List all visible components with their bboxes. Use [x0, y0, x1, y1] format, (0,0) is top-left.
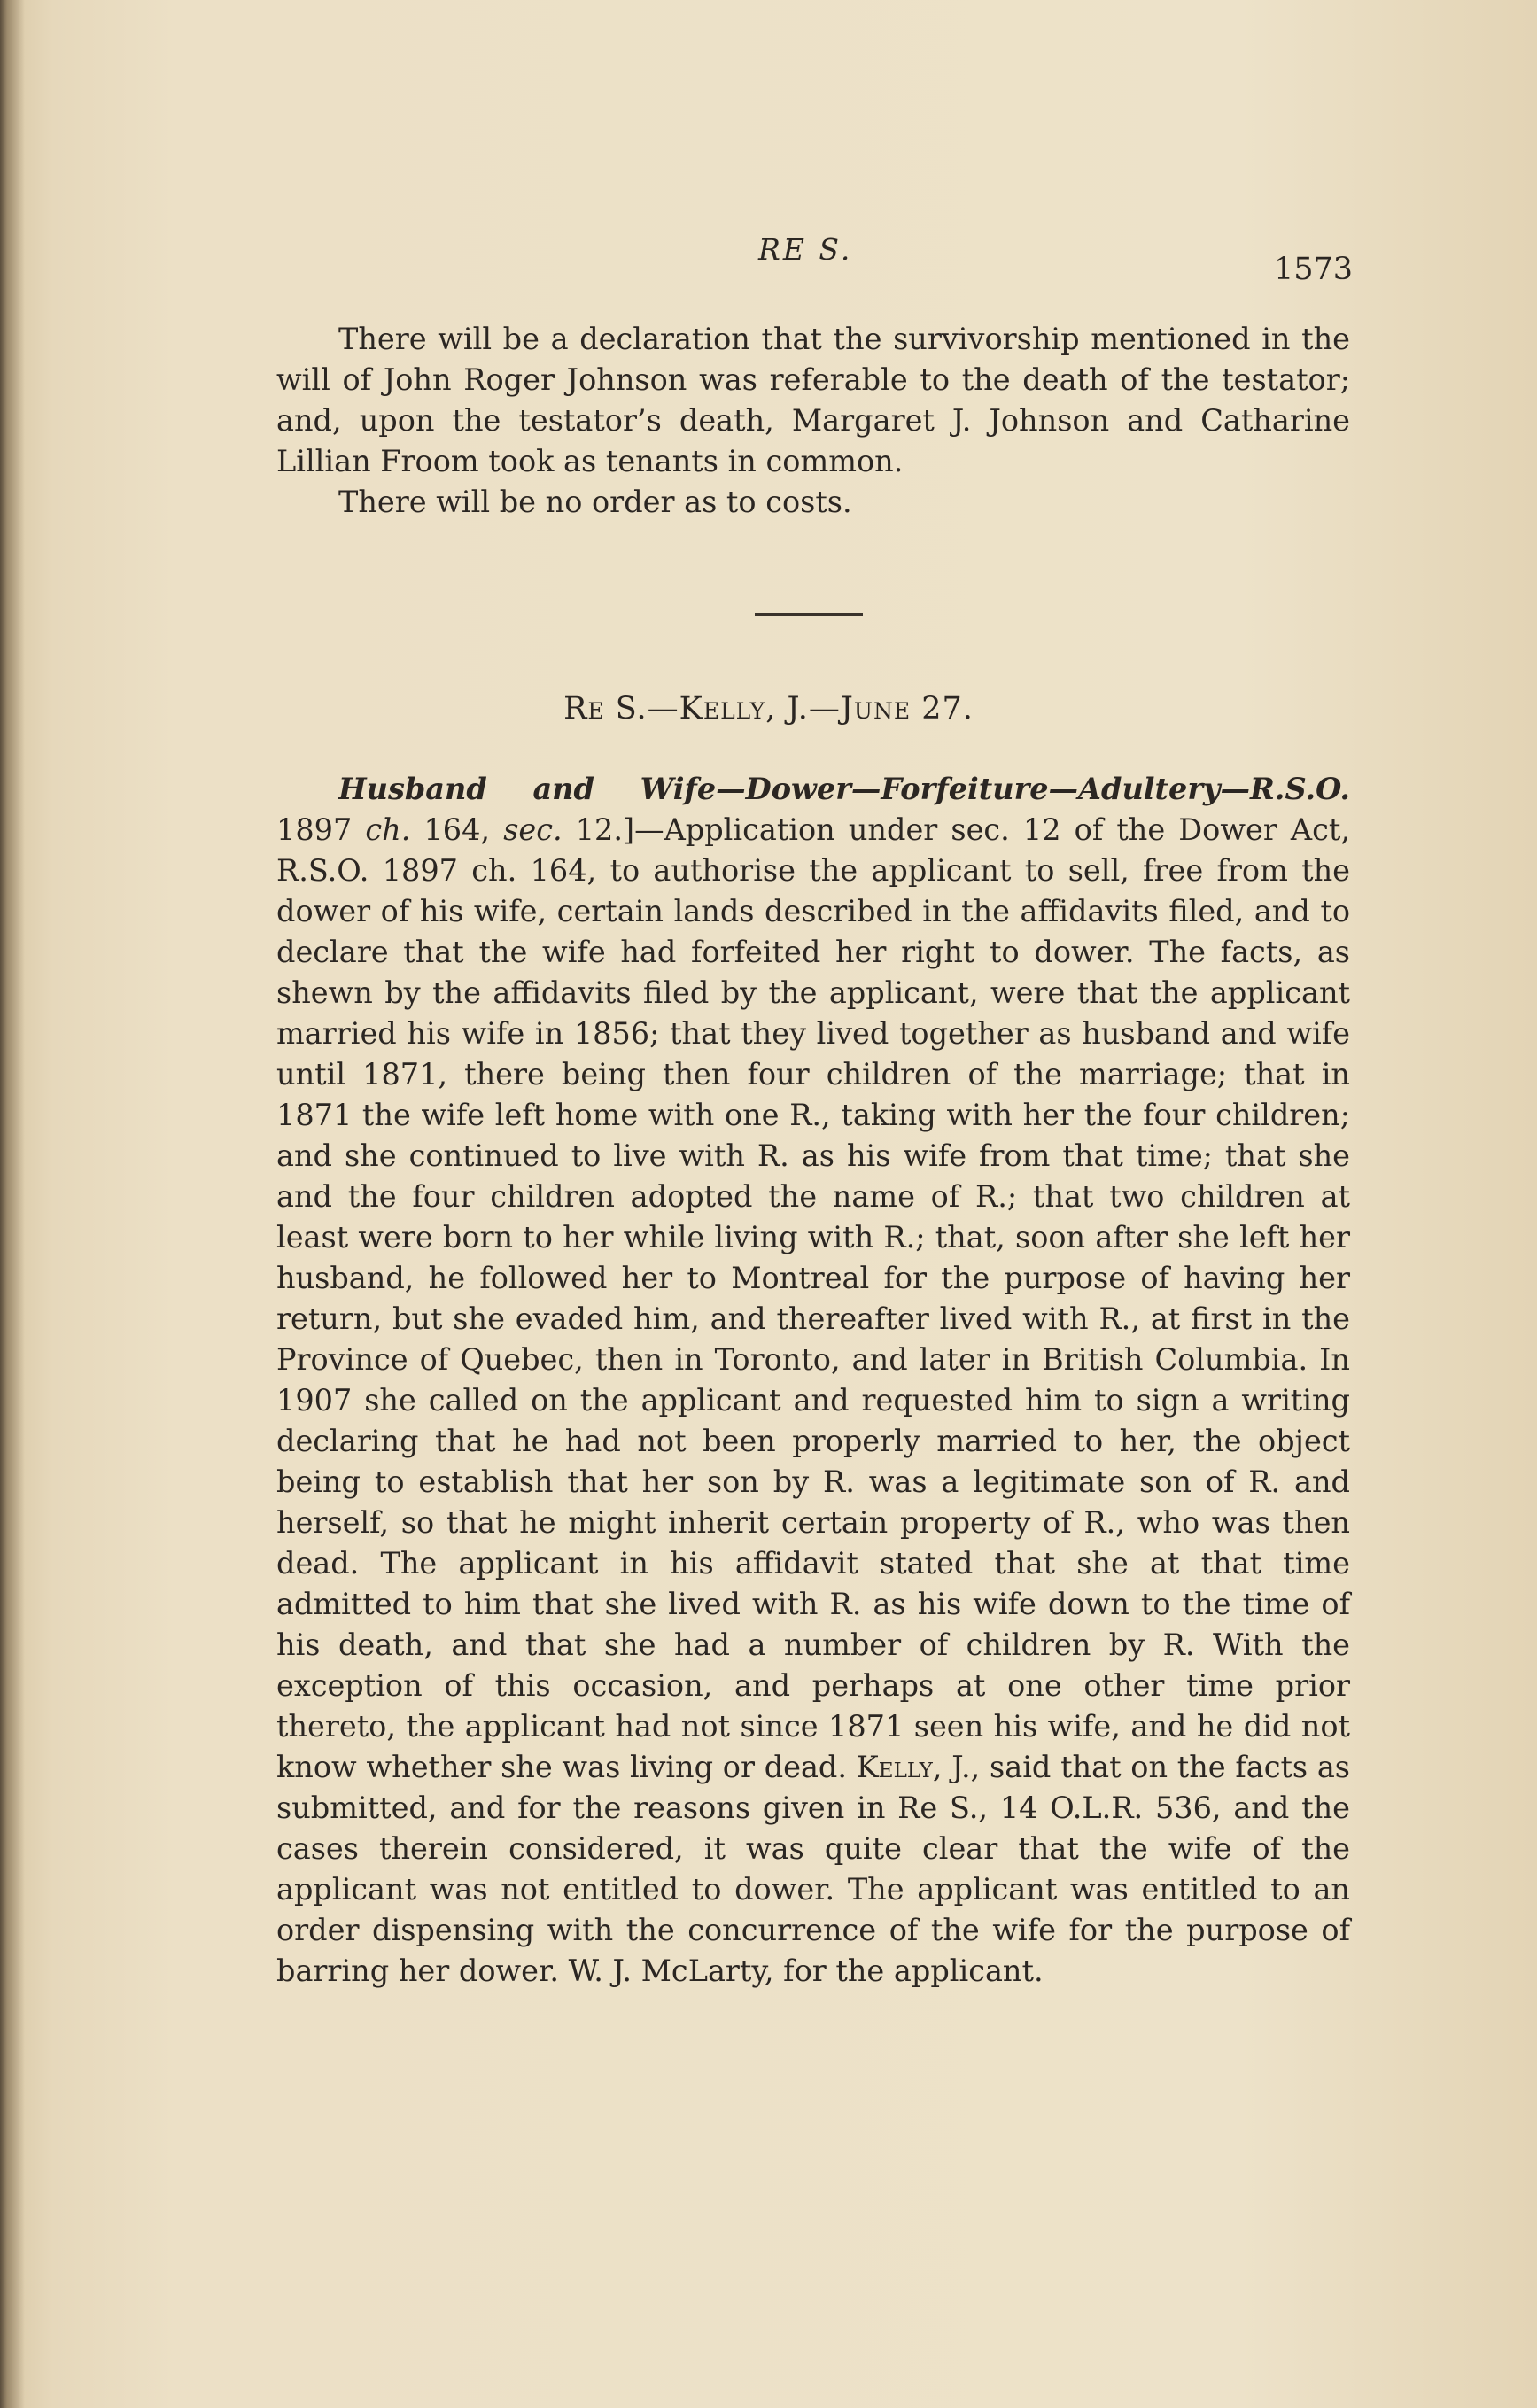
case-report — [276, 769, 1350, 1992]
citation-sec-label: sec. — [503, 812, 563, 847]
judgment-text: , J., said that on the facts as submitted, and for the reasons given in Re S., 14 O.L.R. 536, and the cases therein considered, it was quite clear that the wife of the applicant was not entitled to dower. The applicant was entitled to an order dispensing with the concurrence of the wife for the purpose of barring her dower. W. J. McLarty, for the applicant. — [276, 1750, 1350, 1988]
book-gutter-shadow — [0, 0, 25, 2408]
judge-name-inline: Kelly — [856, 1750, 933, 1784]
citation-sec: 12.] — [575, 812, 635, 847]
case-facts-text: —Application under sec. 12 of the Dower Act, R.S.O. 1897 ch. 164, to authorise the applicant to sell, free from the dower of his wife, certain lands described in the affidavits filed, and to declare that the wife had forfeited her right to dower. The facts, as shewn by the affidavits filed by the applicant, were that the applicant married his wife in 1856; that they lived together as husband and wife until 1871, there being then four children of the marriage; that in 1871 the wife left home with one R., taking with her the four children; and she continued to live with R. as his wife from that time; that she and the four children adopted the name of R.; that two children at least were born to her while living with R.; that, soon after she left her husband, he followed her to Montreal for the purpose of having her return, but she evaded him, and thereafter lived with R., at first in the Province of Quebec, then in Toronto, and later in British Columbia. In 1907 she called on the applicant and requested him to sign a writing declaring that he had not been properly married to her, the object being to establish that her son by R. was a legitimate son of R. and herself, so that he might inherit certain property of R., who was then dead. The applicant in his affidavit stated that she at that time admitted to him that she lived with R. as his wife down to the time of his death, and that she had a number of children by R. With the exception of this occasion, and perhaps at one other time prior thereto, the applicant had not since 1871 seen his wife, and he did not know whether she was living or dead. — [276, 812, 1350, 1784]
heading-day: 27. — [911, 691, 974, 726]
section-divider — [755, 613, 863, 616]
headnote: Husband and Wife—Dower—Forfeiture—Adultery—R.S.O. — [338, 772, 1350, 806]
running-title: RE S. — [758, 232, 853, 267]
heading-month: June — [840, 691, 912, 726]
heading-separator: , J.— — [765, 691, 841, 726]
running-header — [0, 232, 1537, 285]
costs-sentence: There will be no order as to costs. — [338, 485, 852, 519]
case-body-paragraph — [276, 769, 1350, 1992]
citation-ch: 164, — [423, 812, 491, 847]
page-number: 1573 — [1274, 252, 1354, 287]
case-name: Re S.— — [563, 691, 679, 726]
judge-name: Kelly — [679, 691, 766, 726]
case-heading — [0, 691, 1537, 726]
declaration-sentence: There will be a declaration that the survivorship mentioned in the will of John Roger Johnson was referable to the death of the testator; and, upon the testator’s death, Margaret J. Johnson and Catharine Lillian Froom took as tenants in common. — [276, 322, 1350, 478]
closing-paragraph — [276, 319, 1350, 523]
citation-year: 1897 — [276, 812, 353, 847]
citation-ch-label: ch. — [365, 812, 411, 847]
